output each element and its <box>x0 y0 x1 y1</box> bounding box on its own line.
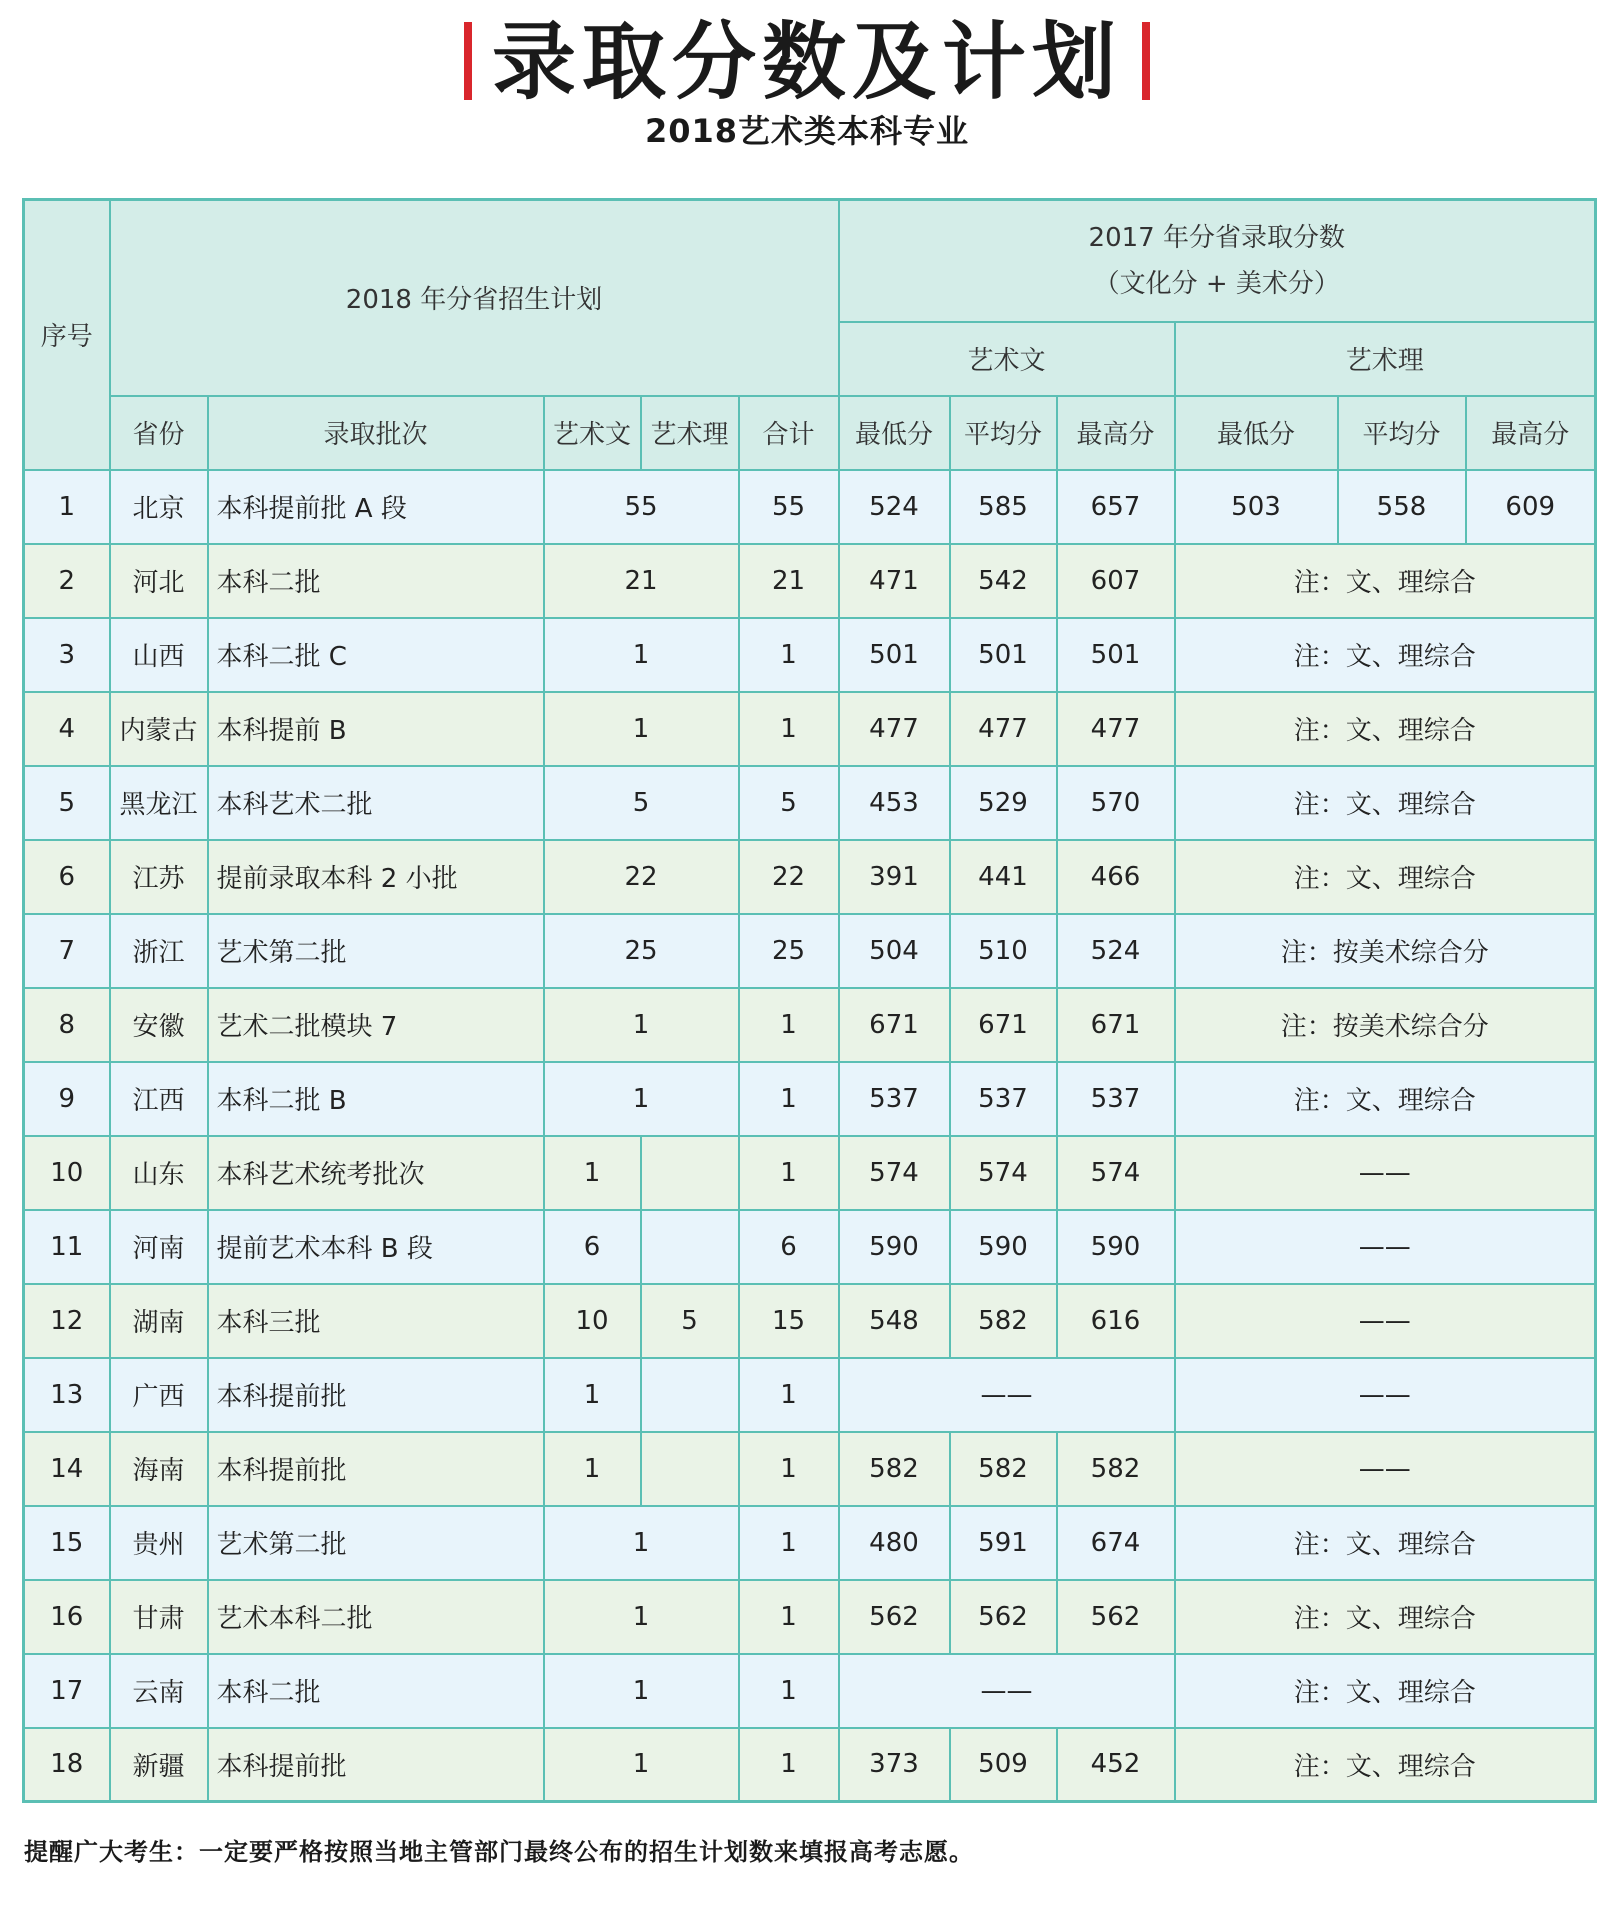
table-row <box>24 1580 1596 1654</box>
row-province: 河南 <box>110 1210 208 1284</box>
row-wen-avg: 582 <box>950 1284 1057 1358</box>
row-plan-wen: 6 <box>544 1210 641 1284</box>
row-wen-max: 582 <box>1057 1432 1175 1506</box>
row-plan-wen: 1 <box>544 1358 641 1432</box>
row-province: 河北 <box>110 544 208 618</box>
row-wen-min: 590 <box>839 1210 950 1284</box>
row-li-note: 注：按美术综合分 <box>1175 988 1596 1062</box>
row-batch: 本科二批 B <box>208 1062 544 1136</box>
header-li-min: 最低分 <box>1175 396 1338 470</box>
row-batch: 本科艺术统考批次 <box>208 1136 544 1210</box>
table-row <box>24 988 1596 1062</box>
row-batch: 提前艺术本科 B 段 <box>208 1210 544 1284</box>
row-wen-min: 373 <box>839 1728 950 1802</box>
row-plan-count: 1 <box>544 1580 739 1654</box>
table-row <box>24 1654 1596 1728</box>
row-wen-max: 657 <box>1057 470 1175 544</box>
row-li-note: —— <box>1175 1284 1596 1358</box>
header-scores-2017 <box>839 200 1596 322</box>
row-wen-min: 524 <box>839 470 950 544</box>
row-wen-max: 537 <box>1057 1062 1175 1136</box>
row-number: 9 <box>24 1062 110 1136</box>
row-wen-avg: 574 <box>950 1136 1057 1210</box>
header-batch: 录取批次 <box>208 396 544 470</box>
row-wen-max: 466 <box>1057 840 1175 914</box>
header-wen-avg: 平均分 <box>950 396 1057 470</box>
row-wen-avg: 582 <box>950 1432 1057 1506</box>
footer-reminder: 提醒广大考生：一定要严格按照当地主管部门最终公布的招生计划数来填报高考志愿。 <box>24 1838 974 1866</box>
table-row <box>24 544 1596 618</box>
row-batch: 艺术第二批 <box>208 914 544 988</box>
row-plan-count: 1 <box>544 618 739 692</box>
row-province: 云南 <box>110 1654 208 1728</box>
row-total: 1 <box>739 1062 839 1136</box>
row-number: 16 <box>24 1580 110 1654</box>
table-row <box>24 1062 1596 1136</box>
row-wen-min: 562 <box>839 1580 950 1654</box>
admission-table <box>22 198 1597 1803</box>
row-plan-count: 22 <box>544 840 739 914</box>
row-plan-wen: 10 <box>544 1284 641 1358</box>
row-batch: 本科二批 C <box>208 618 544 692</box>
row-li-max: 609 <box>1466 470 1596 544</box>
header-wen-max: 最高分 <box>1057 396 1175 470</box>
row-total: 1 <box>739 1654 839 1728</box>
row-li-note: 注：文、理综合 <box>1175 840 1596 914</box>
row-province: 广西 <box>110 1358 208 1432</box>
row-total: 1 <box>739 692 839 766</box>
row-wen-max: 674 <box>1057 1506 1175 1580</box>
header-row-1 <box>24 200 1596 322</box>
row-batch: 本科提前批 <box>208 1432 544 1506</box>
header-seq: 序号 <box>24 200 110 470</box>
page-title: 录取分数及计划 <box>491 12 1122 111</box>
table-row <box>24 766 1596 840</box>
row-wen-avg: 590 <box>950 1210 1057 1284</box>
row-li-note: 注：文、理综合 <box>1175 544 1596 618</box>
table-row <box>24 840 1596 914</box>
row-wen-max: 570 <box>1057 766 1175 840</box>
row-plan-count: 1 <box>544 1506 739 1580</box>
row-batch: 本科提前批 A 段 <box>208 470 544 544</box>
row-number: 7 <box>24 914 110 988</box>
row-total: 1 <box>739 1506 839 1580</box>
row-total: 25 <box>739 914 839 988</box>
row-plan-wen: 1 <box>544 1136 641 1210</box>
page-subtitle: 2018艺术类本科专业 <box>644 112 970 150</box>
row-number: 15 <box>24 1506 110 1580</box>
table-row <box>24 1210 1596 1284</box>
row-wen-avg: 591 <box>950 1506 1057 1580</box>
row-wen-min: 548 <box>839 1284 950 1358</box>
row-li-note: 注：文、理综合 <box>1175 1654 1596 1728</box>
row-li-note: 注：文、理综合 <box>1175 1062 1596 1136</box>
header-art-li: 艺术理 <box>1175 322 1596 396</box>
row-wen-max: 562 <box>1057 1580 1175 1654</box>
table-row <box>24 1506 1596 1580</box>
row-wen-avg: 542 <box>950 544 1057 618</box>
table-row <box>24 1432 1596 1506</box>
row-province: 新疆 <box>110 1728 208 1802</box>
row-number: 3 <box>24 618 110 692</box>
table-row <box>24 692 1596 766</box>
row-plan-count: 21 <box>544 544 739 618</box>
row-province: 贵州 <box>110 1506 208 1580</box>
header-li-avg: 平均分 <box>1338 396 1466 470</box>
row-wen-max: 616 <box>1057 1284 1175 1358</box>
row-li-note: 注：文、理综合 <box>1175 692 1596 766</box>
row-li-note: —— <box>1175 1432 1596 1506</box>
row-batch: 艺术二批模块 7 <box>208 988 544 1062</box>
row-batch: 本科提前批 <box>208 1358 544 1432</box>
row-total: 55 <box>739 470 839 544</box>
table-row <box>24 470 1596 544</box>
row-total: 1 <box>739 988 839 1062</box>
row-batch: 本科提前 B <box>208 692 544 766</box>
row-number: 12 <box>24 1284 110 1358</box>
row-province: 江西 <box>110 1062 208 1136</box>
row-li-note: 注：文、理综合 <box>1175 1728 1596 1802</box>
row-li-avg: 558 <box>1338 470 1466 544</box>
header-scores-2017-line2: （文化分 + 美术分） <box>1093 268 1340 299</box>
table-row <box>24 1284 1596 1358</box>
row-province: 江苏 <box>110 840 208 914</box>
row-total: 1 <box>739 1728 839 1802</box>
row-batch: 提前录取本科 2 小批 <box>208 840 544 914</box>
row-wen-min: 671 <box>839 988 950 1062</box>
row-plan-count: 1 <box>544 1654 739 1728</box>
row-province: 浙江 <box>110 914 208 988</box>
row-wen-min: 391 <box>839 840 950 914</box>
row-number: 1 <box>24 470 110 544</box>
row-total: 21 <box>739 544 839 618</box>
row-wen-avg: 477 <box>950 692 1057 766</box>
row-number: 5 <box>24 766 110 840</box>
row-wen-avg: 509 <box>950 1728 1057 1802</box>
row-number: 13 <box>24 1358 110 1432</box>
header-total: 合计 <box>739 396 839 470</box>
row-li-note: —— <box>1175 1136 1596 1210</box>
header-wen-min: 最低分 <box>839 396 950 470</box>
row-batch: 艺术本科二批 <box>208 1580 544 1654</box>
row-li-note: 注：文、理综合 <box>1175 766 1596 840</box>
row-plan-count: 1 <box>544 1062 739 1136</box>
row-wen-min: 574 <box>839 1136 950 1210</box>
row-batch: 本科三批 <box>208 1284 544 1358</box>
row-total: 6 <box>739 1210 839 1284</box>
row-wen-min: 480 <box>839 1506 950 1580</box>
row-province: 甘肃 <box>110 1580 208 1654</box>
row-total: 5 <box>739 766 839 840</box>
title-block <box>0 12 1614 112</box>
row-total: 22 <box>739 840 839 914</box>
row-wen-max: 452 <box>1057 1728 1175 1802</box>
row-total: 15 <box>739 1284 839 1358</box>
row-batch: 本科二批 <box>208 544 544 618</box>
header-plan-2018: 2018 年分省招生计划 <box>110 200 839 396</box>
row-wen-avg: 562 <box>950 1580 1057 1654</box>
row-li-note: 注：文、理综合 <box>1175 1506 1596 1580</box>
row-wen-avg: 510 <box>950 914 1057 988</box>
row-batch: 本科二批 <box>208 1654 544 1728</box>
row-wen-max: 501 <box>1057 618 1175 692</box>
row-province: 山西 <box>110 618 208 692</box>
header-li-max: 最高分 <box>1466 396 1596 470</box>
row-total: 1 <box>739 618 839 692</box>
row-batch: 本科提前批 <box>208 1728 544 1802</box>
row-li-note: —— <box>1175 1210 1596 1284</box>
row-wen-min: 537 <box>839 1062 950 1136</box>
header-row-3 <box>24 396 1596 470</box>
table-row <box>24 914 1596 988</box>
header-art-wen: 艺术文 <box>839 322 1175 396</box>
row-li-min: 503 <box>1175 470 1338 544</box>
row-plan-li <box>641 1136 739 1210</box>
row-wen-max: 524 <box>1057 914 1175 988</box>
header-province: 省份 <box>110 396 208 470</box>
row-plan-count: 5 <box>544 766 739 840</box>
row-wen-max: 574 <box>1057 1136 1175 1210</box>
row-number: 10 <box>24 1136 110 1210</box>
row-province: 海南 <box>110 1432 208 1506</box>
row-li-note: 注：文、理综合 <box>1175 618 1596 692</box>
row-number: 8 <box>24 988 110 1062</box>
title-accent-bar-right <box>1142 22 1150 100</box>
row-wen-max: 477 <box>1057 692 1175 766</box>
row-plan-count: 25 <box>544 914 739 988</box>
row-wen-avg: 585 <box>950 470 1057 544</box>
row-plan-li <box>641 1358 739 1432</box>
row-wen-avg: 501 <box>950 618 1057 692</box>
row-plan-count: 1 <box>544 988 739 1062</box>
row-number: 17 <box>24 1654 110 1728</box>
row-wen-note: —— <box>839 1358 1175 1432</box>
row-number: 6 <box>24 840 110 914</box>
row-wen-min: 477 <box>839 692 950 766</box>
row-li-note: 注：按美术综合分 <box>1175 914 1596 988</box>
row-total: 1 <box>739 1432 839 1506</box>
row-wen-min: 453 <box>839 766 950 840</box>
row-wen-max: 671 <box>1057 988 1175 1062</box>
row-wen-max: 607 <box>1057 544 1175 618</box>
page-title-container <box>464 12 1150 112</box>
row-plan-wen: 1 <box>544 1432 641 1506</box>
row-wen-avg: 537 <box>950 1062 1057 1136</box>
row-province: 湖南 <box>110 1284 208 1358</box>
row-wen-max: 590 <box>1057 1210 1175 1284</box>
row-wen-avg: 529 <box>950 766 1057 840</box>
row-wen-note: —— <box>839 1654 1175 1728</box>
row-batch: 艺术第二批 <box>208 1506 544 1580</box>
row-plan-li <box>641 1210 739 1284</box>
row-wen-min: 582 <box>839 1432 950 1506</box>
row-li-note: 注：文、理综合 <box>1175 1580 1596 1654</box>
row-plan-count: 1 <box>544 692 739 766</box>
row-total: 1 <box>739 1136 839 1210</box>
row-number: 14 <box>24 1432 110 1506</box>
header-plan-li: 艺术理 <box>641 396 739 470</box>
table-row <box>24 1136 1596 1210</box>
row-province: 内蒙古 <box>110 692 208 766</box>
row-number: 2 <box>24 544 110 618</box>
row-plan-li: 5 <box>641 1284 739 1358</box>
row-wen-min: 471 <box>839 544 950 618</box>
table-row <box>24 1358 1596 1432</box>
row-province: 北京 <box>110 470 208 544</box>
row-total: 1 <box>739 1358 839 1432</box>
row-number: 4 <box>24 692 110 766</box>
row-number: 11 <box>24 1210 110 1284</box>
header-plan-wen: 艺术文 <box>544 396 641 470</box>
title-accent-bar-left <box>464 22 472 100</box>
row-plan-count: 55 <box>544 470 739 544</box>
row-total: 1 <box>739 1580 839 1654</box>
row-plan-li <box>641 1432 739 1506</box>
row-wen-min: 504 <box>839 914 950 988</box>
header-scores-2017-line1: 2017 年分省录取分数 <box>1088 222 1345 253</box>
row-province: 山东 <box>110 1136 208 1210</box>
row-wen-avg: 441 <box>950 840 1057 914</box>
row-plan-count: 1 <box>544 1728 739 1802</box>
row-li-note: —— <box>1175 1358 1596 1432</box>
row-province: 安徽 <box>110 988 208 1062</box>
row-number: 18 <box>24 1728 110 1802</box>
table-row <box>24 1728 1596 1802</box>
row-wen-avg: 671 <box>950 988 1057 1062</box>
row-province: 黑龙江 <box>110 766 208 840</box>
row-batch: 本科艺术二批 <box>208 766 544 840</box>
table-row <box>24 618 1596 692</box>
row-wen-min: 501 <box>839 618 950 692</box>
